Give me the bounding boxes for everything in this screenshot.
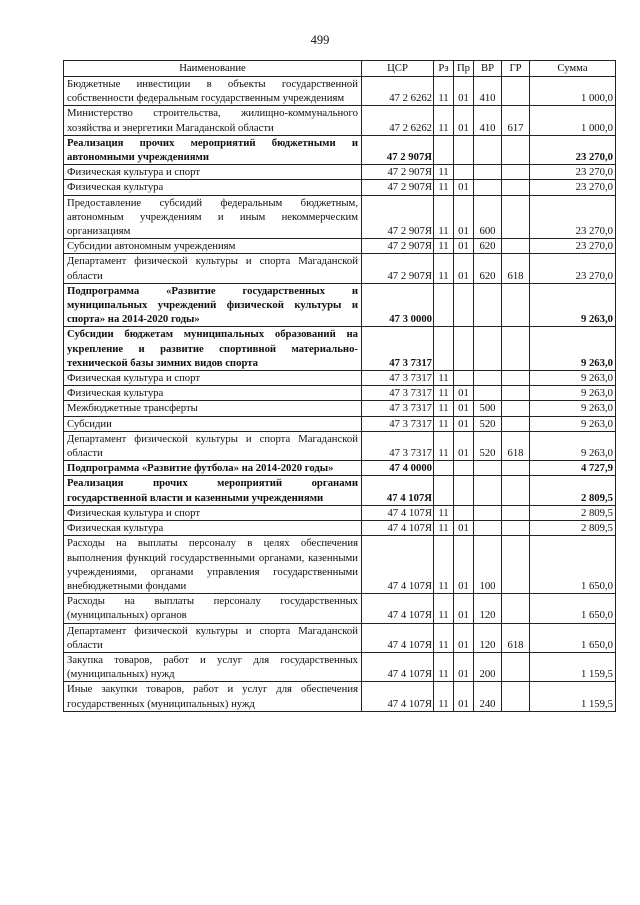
cell-name: Департамент физической культуры и спорта Магаданской области — [64, 431, 362, 460]
cell-gr — [502, 371, 530, 386]
cell-sum: 1 650,0 — [530, 623, 616, 652]
cell-name: Реализация прочих мероприятий бюджетными и автономными учреждениями — [64, 135, 362, 164]
table-row — [64, 505, 616, 520]
cell-rz: 11 — [434, 165, 454, 180]
cell-gr — [502, 521, 530, 536]
cell-csr: 47 3 7317 — [362, 371, 434, 386]
cell-vr — [474, 505, 502, 520]
cell-sum: 23 270,0 — [530, 239, 616, 254]
cell-pr: 01 — [454, 431, 474, 460]
cell-rz — [434, 327, 454, 371]
cell-csr: 47 2 907Я — [362, 239, 434, 254]
cell-vr — [474, 283, 502, 327]
cell-vr — [474, 371, 502, 386]
cell-gr — [502, 165, 530, 180]
cell-pr — [454, 165, 474, 180]
cell-name: Предоставление субсидий федеральным бюджетным, автономным учреждениям и иным некоммерческим организациям — [64, 195, 362, 239]
cell-gr — [502, 505, 530, 520]
cell-csr: 47 3 7317 — [362, 401, 434, 416]
table-row — [64, 401, 616, 416]
table-row — [64, 135, 616, 164]
cell-name: Департамент физической культуры и спорта Магаданской области — [64, 254, 362, 283]
header-rz: Рз — [434, 61, 454, 77]
cell-csr: 47 3 7317 — [362, 431, 434, 460]
cell-csr: 47 4 107Я — [362, 476, 434, 505]
cell-pr: 01 — [454, 106, 474, 135]
cell-gr — [502, 327, 530, 371]
cell-pr — [454, 505, 474, 520]
cell-sum: 23 270,0 — [530, 135, 616, 164]
cell-gr — [502, 180, 530, 195]
cell-sum: 1 650,0 — [530, 594, 616, 623]
cell-name: Физическая культура — [64, 521, 362, 536]
cell-sum: 23 270,0 — [530, 195, 616, 239]
cell-csr: 47 3 7317 — [362, 386, 434, 401]
cell-sum: 2 809,5 — [530, 521, 616, 536]
budget-table — [63, 60, 616, 712]
header-gr: ГР — [502, 61, 530, 77]
cell-csr: 47 2 907Я — [362, 165, 434, 180]
cell-sum: 1 000,0 — [530, 77, 616, 106]
cell-sum: 9 263,0 — [530, 386, 616, 401]
cell-name: Субсидии — [64, 416, 362, 431]
cell-vr — [474, 476, 502, 505]
table-body — [64, 77, 616, 712]
table-row — [64, 521, 616, 536]
cell-rz — [434, 461, 454, 476]
header-name: Наименование — [64, 61, 362, 77]
cell-name: Подпрограмма «Развитие государственных и муниципальных учреждений физической культуры и спорта» на 2014-2020 годы» — [64, 283, 362, 327]
cell-pr: 01 — [454, 416, 474, 431]
cell-sum: 1 650,0 — [530, 536, 616, 594]
cell-rz: 11 — [434, 682, 454, 711]
cell-gr — [502, 416, 530, 431]
cell-csr: 47 4 107Я — [362, 594, 434, 623]
cell-gr — [502, 461, 530, 476]
cell-vr — [474, 327, 502, 371]
cell-sum: 9 263,0 — [530, 431, 616, 460]
cell-vr: 240 — [474, 682, 502, 711]
cell-csr: 47 3 7317 — [362, 327, 434, 371]
cell-gr — [502, 386, 530, 401]
cell-rz: 11 — [434, 416, 454, 431]
cell-gr — [502, 283, 530, 327]
cell-gr: 617 — [502, 106, 530, 135]
cell-pr: 01 — [454, 254, 474, 283]
cell-rz: 11 — [434, 536, 454, 594]
header-vr: ВР — [474, 61, 502, 77]
cell-vr: 500 — [474, 401, 502, 416]
cell-name: Физическая культура — [64, 386, 362, 401]
cell-pr: 01 — [454, 401, 474, 416]
cell-rz: 11 — [434, 505, 454, 520]
cell-pr — [454, 371, 474, 386]
cell-gr — [502, 536, 530, 594]
cell-pr: 01 — [454, 536, 474, 594]
cell-vr: 520 — [474, 431, 502, 460]
table-row — [64, 254, 616, 283]
cell-name: Подпрограмма «Развитие футбола» на 2014-2020 годы» — [64, 461, 362, 476]
cell-vr: 520 — [474, 416, 502, 431]
cell-pr: 01 — [454, 386, 474, 401]
cell-gr: 618 — [502, 623, 530, 652]
cell-pr: 01 — [454, 652, 474, 681]
cell-csr: 47 4 107Я — [362, 682, 434, 711]
cell-rz: 11 — [434, 77, 454, 106]
cell-pr — [454, 461, 474, 476]
table-row — [64, 431, 616, 460]
cell-csr: 47 3 0000 — [362, 283, 434, 327]
table-row — [64, 283, 616, 327]
cell-gr — [502, 195, 530, 239]
cell-rz — [434, 135, 454, 164]
cell-sum: 2 809,5 — [530, 505, 616, 520]
cell-rz: 11 — [434, 254, 454, 283]
cell-vr — [474, 461, 502, 476]
table-row — [64, 623, 616, 652]
page-number: 499 — [310, 33, 330, 47]
table-row — [64, 476, 616, 505]
cell-sum: 23 270,0 — [530, 254, 616, 283]
cell-rz: 11 — [434, 521, 454, 536]
cell-name: Физическая культура и спорт — [64, 371, 362, 386]
header-sum: Сумма — [530, 61, 616, 77]
cell-sum: 9 263,0 — [530, 416, 616, 431]
cell-pr — [454, 476, 474, 505]
cell-csr: 47 2 907Я — [362, 254, 434, 283]
table-row — [64, 195, 616, 239]
cell-vr: 120 — [474, 594, 502, 623]
cell-rz: 11 — [434, 371, 454, 386]
cell-name: Субсидии бюджетам муниципальных образований на укрепление и развитие спортивной материально-технической базы зимних видов спорта — [64, 327, 362, 371]
cell-gr — [502, 239, 530, 254]
cell-csr: 47 2 6262 — [362, 77, 434, 106]
header-csr: ЦСР — [362, 61, 434, 77]
cell-vr — [474, 165, 502, 180]
cell-name: Закупка товаров, работ и услуг для государственных (муниципальных) нужд — [64, 652, 362, 681]
cell-rz: 11 — [434, 623, 454, 652]
table-row — [64, 106, 616, 135]
cell-rz: 11 — [434, 106, 454, 135]
cell-sum: 2 809,5 — [530, 476, 616, 505]
cell-csr: 47 3 7317 — [362, 416, 434, 431]
cell-csr: 47 2 907Я — [362, 180, 434, 195]
table-row — [64, 682, 616, 711]
cell-vr: 600 — [474, 195, 502, 239]
table-row — [64, 416, 616, 431]
cell-name: Министерство строительства, жилищно-коммунального хозяйства и энергетики Магаданской области — [64, 106, 362, 135]
cell-pr: 01 — [454, 239, 474, 254]
cell-sum: 9 263,0 — [530, 401, 616, 416]
cell-vr — [474, 135, 502, 164]
table-row — [64, 536, 616, 594]
cell-rz: 11 — [434, 180, 454, 195]
cell-pr: 01 — [454, 682, 474, 711]
cell-gr — [502, 476, 530, 505]
cell-pr: 01 — [454, 623, 474, 652]
cell-vr: 200 — [474, 652, 502, 681]
cell-gr — [502, 682, 530, 711]
table-row — [64, 371, 616, 386]
cell-name: Физическая культура и спорт — [64, 505, 362, 520]
cell-rz — [434, 476, 454, 505]
cell-rz: 11 — [434, 386, 454, 401]
table-row — [64, 461, 616, 476]
cell-gr — [502, 652, 530, 681]
table-row — [64, 327, 616, 371]
cell-gr: 618 — [502, 254, 530, 283]
cell-name: Расходы на выплаты персоналу государственных (муниципальных) органов — [64, 594, 362, 623]
table-row — [64, 594, 616, 623]
cell-pr: 01 — [454, 521, 474, 536]
cell-sum: 1 159,5 — [530, 652, 616, 681]
cell-rz: 11 — [434, 401, 454, 416]
table-row — [64, 77, 616, 106]
cell-csr: 47 4 107Я — [362, 652, 434, 681]
cell-rz: 11 — [434, 195, 454, 239]
cell-rz: 11 — [434, 652, 454, 681]
cell-csr: 47 4 0000 — [362, 461, 434, 476]
cell-pr: 01 — [454, 180, 474, 195]
cell-pr — [454, 327, 474, 371]
cell-vr — [474, 386, 502, 401]
cell-vr: 100 — [474, 536, 502, 594]
cell-pr — [454, 283, 474, 327]
table-row — [64, 652, 616, 681]
cell-csr: 47 2 6262 — [362, 106, 434, 135]
cell-csr: 47 4 107Я — [362, 536, 434, 594]
cell-name: Физическая культура и спорт — [64, 165, 362, 180]
cell-sum: 1 159,5 — [530, 682, 616, 711]
cell-gr: 618 — [502, 431, 530, 460]
cell-rz — [434, 283, 454, 327]
cell-sum: 9 263,0 — [530, 327, 616, 371]
cell-name: Межбюджетные трансферты — [64, 401, 362, 416]
cell-vr: 620 — [474, 254, 502, 283]
cell-vr: 620 — [474, 239, 502, 254]
cell-sum: 9 263,0 — [530, 283, 616, 327]
cell-rz: 11 — [434, 239, 454, 254]
table-row — [64, 386, 616, 401]
cell-sum: 1 000,0 — [530, 106, 616, 135]
cell-gr — [502, 135, 530, 164]
cell-rz: 11 — [434, 594, 454, 623]
cell-csr: 47 2 907Я — [362, 195, 434, 239]
cell-name: Департамент физической культуры и спорта Магаданской области — [64, 623, 362, 652]
table-header-row — [64, 61, 616, 77]
cell-pr: 01 — [454, 195, 474, 239]
cell-gr — [502, 401, 530, 416]
cell-gr — [502, 77, 530, 106]
cell-csr: 47 4 107Я — [362, 623, 434, 652]
cell-sum: 4 727,9 — [530, 461, 616, 476]
cell-csr: 47 2 907Я — [362, 135, 434, 164]
table-row — [64, 180, 616, 195]
cell-name: Иные закупки товаров, работ и услуг для обеспечения государственных (муниципальных) нужд — [64, 682, 362, 711]
cell-vr: 120 — [474, 623, 502, 652]
table-row — [64, 165, 616, 180]
cell-vr: 410 — [474, 77, 502, 106]
cell-gr — [502, 594, 530, 623]
cell-csr: 47 4 107Я — [362, 521, 434, 536]
cell-vr: 410 — [474, 106, 502, 135]
cell-vr — [474, 180, 502, 195]
cell-name: Расходы на выплаты персоналу в целях обеспечения выполнения функций государственными органами, казенными учреждениями, органами управления государственными внебюджетными фондами — [64, 536, 362, 594]
cell-name: Физическая культура — [64, 180, 362, 195]
table-row — [64, 239, 616, 254]
cell-sum: 23 270,0 — [530, 165, 616, 180]
cell-name: Субсидии автономным учреждениям — [64, 239, 362, 254]
cell-pr: 01 — [454, 594, 474, 623]
header-pr: Пр — [454, 61, 474, 77]
cell-sum: 23 270,0 — [530, 180, 616, 195]
cell-sum: 9 263,0 — [530, 371, 616, 386]
cell-csr: 47 4 107Я — [362, 505, 434, 520]
cell-name: Реализация прочих мероприятий органами государственной власти и казенными учреждениями — [64, 476, 362, 505]
cell-rz: 11 — [434, 431, 454, 460]
cell-pr — [454, 135, 474, 164]
cell-pr: 01 — [454, 77, 474, 106]
cell-vr — [474, 521, 502, 536]
cell-name: Бюджетные инвестиции в объекты государственной собственности федеральным государственным учреждениям — [64, 77, 362, 106]
